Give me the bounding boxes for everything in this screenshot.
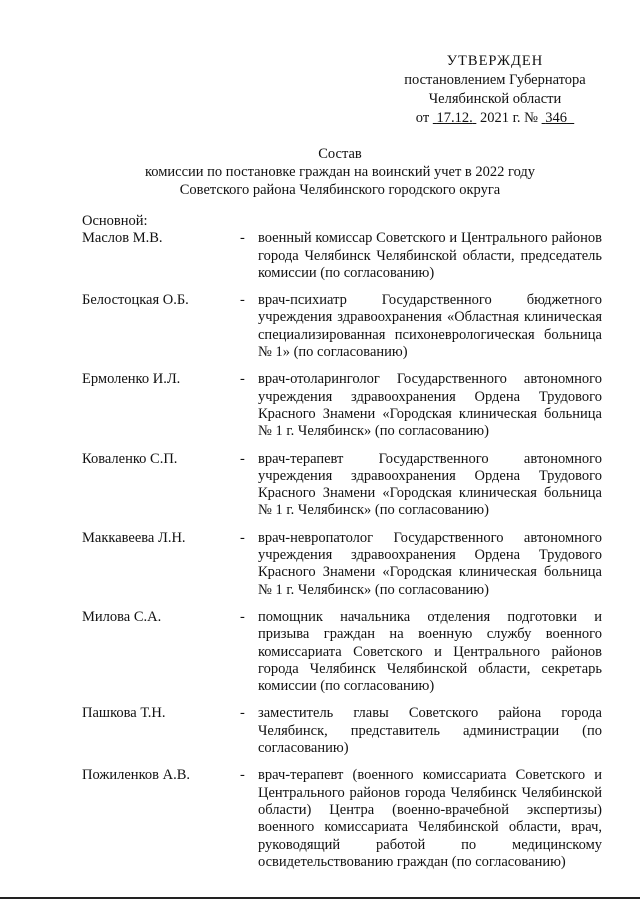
member-role: военный комиссар Советского и Центрального районов города Челябинск Челябинской области, председатель комиссии (по согласованию) xyxy=(258,230,602,281)
member-dash: - xyxy=(240,705,245,722)
member-name: Маслов М.В. xyxy=(82,230,163,247)
member-name: Милова С.А. xyxy=(82,608,162,625)
date-prefix: от xyxy=(415,110,430,126)
member-dash: - xyxy=(240,371,245,388)
member-dash: - xyxy=(240,529,245,546)
member-role: заместитель главы Советского района города Челябинск, представитель администрации (по согласованию) xyxy=(258,705,602,757)
section-label: Основной: xyxy=(82,213,148,229)
approval-year: 2021 г. xyxy=(479,110,521,126)
approval-date-line xyxy=(380,109,610,128)
approval-stamp xyxy=(380,52,610,128)
approval-title: УТВЕРЖДЕН xyxy=(446,53,544,69)
member-name: Пожиленков А.В. xyxy=(82,767,190,784)
member-row xyxy=(82,371,602,440)
approval-number: 346 xyxy=(545,110,567,126)
member-row xyxy=(82,530,602,599)
member-role: врач-отоларинголог Государственного автономного учреждения здравоохранения Ордена Трудового Красного Знамени «Городская клиническая больница № 1 г. Челябинск» (по согласованию) xyxy=(258,371,602,440)
number-prefix: № xyxy=(524,110,538,126)
member-role: врач-терапевт (военного комиссариата Советского и Центрального районов города Челябинск Челябинской области) Центра (военно-врачебной экспертизы) военного комиссариата Челябинской области, врач, руководящий работой по медицинскому освидетельствованию граждан (по согласованию) xyxy=(258,767,602,870)
member-dash: - xyxy=(240,608,245,625)
heading-line-1: Состав xyxy=(318,146,362,162)
member-name: Белостоцкая О.Б. xyxy=(82,292,189,309)
member-name: Ермоленко И.Л. xyxy=(82,371,181,388)
member-dash: - xyxy=(240,292,245,309)
member-role: врач-терапевт Государственного автономного учреждения здравоохранения Ордена Трудового Красного Знамени «Городская клиническая больница № 1 г. Челябинск» (по согласованию) xyxy=(258,450,602,519)
member-role: врач-психиатр Государственного бюджетного учреждения здравоохранения «Областная клиническая специализированная психоневрологическая больница № 1» (по согласованию) xyxy=(258,292,602,361)
member-name: Маккавеева Л.Н. xyxy=(82,529,186,546)
member-dash: - xyxy=(240,230,245,247)
document-heading xyxy=(60,145,620,199)
approval-line-1: постановлением Губернатора xyxy=(404,72,586,88)
heading-line-3: Советского района Челябинского городского округа xyxy=(179,182,501,198)
member-row xyxy=(82,451,602,520)
member-name: Коваленко С.П. xyxy=(82,450,178,467)
member-role: врач-невропатолог Государственного автономного учреждения здравоохранения Ордена Трудового Красного Знамени «Городская клиническая больница № 1 г. Челябинск» (по согласованию) xyxy=(258,529,602,598)
approval-date: 17.12. xyxy=(436,110,473,126)
member-dash: - xyxy=(240,767,245,784)
member-dash: - xyxy=(240,450,245,467)
member-row xyxy=(82,705,602,757)
member-row xyxy=(82,609,602,695)
member-name: Пашкова Т.Н. xyxy=(82,705,166,722)
member-row xyxy=(82,767,602,871)
member-role: помощник начальника отделения подготовки и призыва граждан на военную службу военного комиссариата Советского и Центрального районов города Челябинск Челябинской области, секретарь комиссии (по согласованию) xyxy=(258,608,602,695)
member-row xyxy=(82,230,602,282)
page-bottom-border xyxy=(0,897,640,899)
member-row xyxy=(82,292,602,361)
members-list xyxy=(82,213,602,881)
heading-line-2: комиссии по постановке граждан на воинский учет в 2022 году xyxy=(144,164,536,180)
approval-line-2: Челябинской области xyxy=(428,91,562,107)
